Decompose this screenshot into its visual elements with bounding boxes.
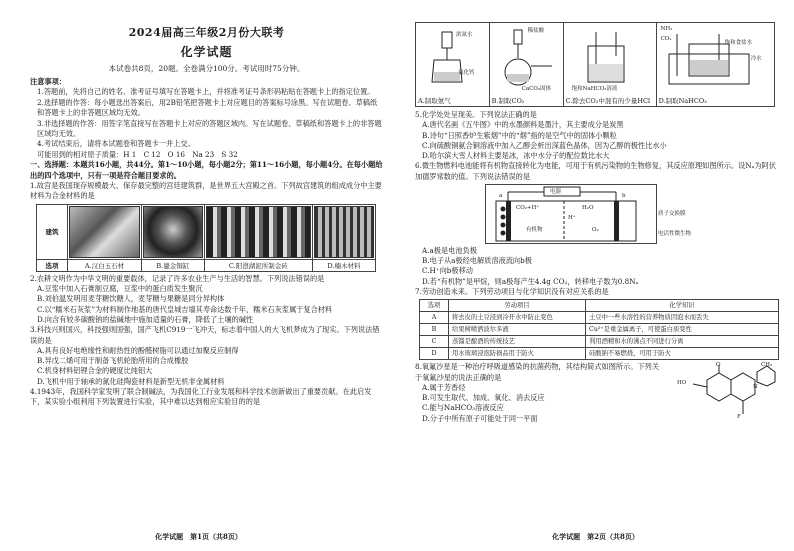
exam-title: 2024届高三年级2月份大联考 (128, 26, 285, 39)
table-row (420, 324, 779, 336)
q6-option-a: A.a极是电池负极 (422, 246, 477, 256)
label-ho: HO (677, 380, 687, 387)
q2-option-b: B.刘伯温发明用麦芽糖饮糖人，麦芽糖与果糖是同分异构体 (37, 294, 225, 304)
q8-option-b: B.可发生取代、加成、氧化、消去反应 (422, 393, 545, 403)
question-2: 2.农耕文明作为中华文明的重要载体，记录了许多农业生产与生活的智慧。下列说法错误的是 (30, 273, 325, 283)
apparatus-option-a: A.制取氨气 (418, 97, 451, 105)
label-f: F (737, 414, 741, 421)
ofloxacin-structure (677, 362, 777, 424)
label-electrode-b: b (622, 193, 626, 200)
table-row (420, 348, 779, 360)
q2-option-d: D.向含有较多碳酸钠的盐碱地中施加适量的石膏，降低了土壤的碱性 (37, 314, 254, 324)
question-5: 5.化学处处呈现美。下列说法正确的是 (415, 110, 537, 119)
q7-cell: 土豆中一些水溶性的营养物质因泡水而丢失 (586, 312, 779, 324)
question-3: 3.科技兴则国兴，科技强则国强，国产飞机C919一飞冲天，标志着中国人的大飞机梦成为了现实。下列说法错误的是 (30, 325, 380, 345)
q3-option-a: A.具有良好电绝缘性和耐热性的酚醛树脂可以通过加聚反应制得 (37, 345, 239, 355)
q7-header-option: 选项 (420, 300, 449, 312)
q7-cell: 用水玻璃浸泡防损品用于防火 (449, 348, 586, 360)
atomic-masses: 可能用到的相对原子质量：H 1 C 12 O 16 Na 23 S 32 (37, 149, 238, 159)
apparatus-c (566, 24, 654, 96)
ofloxacin-drawing (677, 362, 777, 424)
notice-2: 2.选择题的作答：每小题选出答案后，用2B铅笔把答题卡上对应题目的答案标号涂黑。写在试题卷、草稿纸和答题卡上的非答题区域均无效。 (37, 97, 378, 118)
photo-marble (69, 206, 140, 258)
apparatus-a (418, 24, 487, 96)
label-nahco3-solution: 饱和NaHCO₃溶液 (571, 86, 618, 92)
section-1-heading: 一、选择题：本题共16小题，共44分。第1～10小题，每小题2分；第11～16小题，每小题4分。在每小题给出的四个选项中，只有一项是符合题目要求的。 (30, 160, 383, 180)
apparatus-b (492, 24, 561, 96)
table-row (420, 336, 779, 348)
row-label-building: 建筑 (37, 204, 68, 259)
q8-option-a: A.属于芳香烃 (422, 383, 466, 393)
q6-option-b: B.电子从a极经电解质溶液流向b极 (422, 256, 532, 266)
q7-header-project: 劳动项目 (449, 300, 586, 312)
row-label-option: 选项 (37, 259, 68, 271)
notice-4: 4.考试结束后，请将本试题卷和答题卡一并上交。 (37, 139, 195, 149)
notice-title: 注意事项： (30, 77, 66, 86)
q6-option-d: D.若“有机物”是甲烷，则a极每产生4.4g CO₂，转移电子数为0.8Nₐ (422, 276, 639, 286)
right-footer: 化学试题 第2页（共8页） (552, 532, 639, 541)
q8-option-c: C.能与NaHCO₃溶液反应 (422, 403, 504, 413)
q7-cell: 给果树喷洒波尔多液 (449, 324, 586, 336)
q7-cell: Cu²⁺是重金属离子，可使蛋白质变性 (586, 324, 779, 336)
q8-option-d: D.分子中所有原子可能处于同一平面 (422, 413, 538, 423)
q2-option-c: C.以“糯米石灰浆”为材料制作地基的唐代皇城吉墙其寿命达数千年，糯米石灰浆属于复合材料 (37, 304, 333, 314)
question-4: 4.1943年，我国科学家发明了联合制碱法，为我国化工行业发展和科学技术创新做出了重要贡献。在此启发下，某实验小组利用下列装置进行实验，其中难以达到相应实验目的的是 (30, 386, 372, 407)
q1-option-b: B.鎏金铜缸 (141, 259, 204, 271)
label-appliance: 电器 (550, 189, 562, 196)
q2-option-a: A.豆浆中加入石膏制豆腐，豆浆中的蛋白质发生聚沉 (37, 284, 203, 294)
label-ch3: CH₃ (761, 362, 773, 369)
q7-cell: 利用酒精和水的沸点不同进行分离 (586, 336, 779, 348)
apparatus-c-drawing (566, 26, 654, 88)
apparatus-a-drawing (418, 26, 488, 86)
notice-3: 3.非选择题的作答：用签字笔直接写在答题卡上对应的答题区域内。写在试题卷、草稿纸和答题卡上的非答题区域均无效。 (37, 118, 382, 139)
label-h-plus: H⁺ (568, 215, 576, 222)
label-co2: CO₂ (660, 36, 672, 42)
label-organic: 有机物 (526, 227, 543, 234)
label-brine: 饱和食盐水 (724, 40, 753, 46)
q3-option-b: B.异戊二烯可用于制备飞机轮胎所用的合成橡胶 (37, 356, 189, 366)
fuel-cell-drawing (486, 185, 656, 243)
label-electrode-a: a (499, 193, 503, 200)
page-right (397, 0, 794, 551)
subject-title: 化学试题 (180, 45, 233, 59)
question-7: 7.劳动创造未来。下列劳动项目与化学知识没有对应关系的是 (415, 286, 609, 296)
q5-option-d: D.哈尔滨大雪人材料主要是冰，冰中水分子的配位数比水大 (422, 151, 610, 161)
photo-bronze-vat (143, 206, 203, 258)
apparatus-option-b: B.制取CO₂ (491, 97, 525, 105)
q7-cell: A (420, 312, 449, 324)
label-co2-h: CO₂+H⁺ (516, 205, 540, 212)
apparatus-b-drawing (492, 26, 562, 88)
q3-option-d: D.飞机中用于轴承的氮化硅陶瓷材料是新型无机非金属材料 (37, 376, 225, 386)
question-8: 8.氧氟沙星是一种治疗呼吸道感染的抗菌药物，其结构简式如图所示。下列关于氧氟沙星的说法正确的是 (415, 362, 660, 382)
apparatus-option-d: D.制取NaHCO₃ (658, 97, 707, 105)
label-dilute-hcl: 稀盐酸 (527, 28, 545, 34)
q7-cell: 硅酸钠不易燃烧，可用于防火 (586, 348, 779, 360)
label-caco3: CaCO₃固体 (521, 86, 552, 92)
photo-gold-brick (206, 206, 311, 258)
q1-option-c: C.阳澄湖泥所制金砖 (204, 259, 312, 271)
label-cao: 氧化钙 (458, 70, 475, 76)
exam-info: 本试卷共8页，20题。全卷满分100分。考试用时75分钟。 (108, 64, 305, 73)
question-6: 6.微生物燃料电池能将有机物直接转化为电能，可用于有机污染物的生物修复，其反应原理如图所示。设Nₐ为阿伏加德罗常数的值。下列说法错误的是 (415, 161, 776, 181)
question-7-table (419, 299, 779, 360)
table-row (420, 312, 779, 324)
photo-nanmu-wood (314, 206, 374, 258)
q7-cell: 将去皮的土豆浸到冷开水中防止变色 (449, 312, 586, 324)
question-1: 1.故宫是我国现存规模最大、保存最完整的宫廷建筑群，是世界五大宫殿之首。下列故宫建筑的组成成分中主要材料为合金材料的是 (30, 181, 382, 201)
q5-option-b: B.诗句“日照香炉生紫烟”中的“烟”指的是空气中的固体小颗粒 (422, 130, 617, 140)
q7-cell: D (420, 348, 449, 360)
q7-header-knowledge: 化学知识 (586, 300, 779, 312)
q1-option-d: D.楠木材料 (312, 259, 375, 271)
q7-cell: C (420, 336, 449, 348)
label-n: N (753, 384, 758, 391)
question-1-table (36, 204, 376, 272)
label-nh3: NH₃ (660, 26, 673, 32)
fuel-cell-diagram (485, 184, 692, 244)
label-cold-water: 冷水 (750, 56, 762, 62)
label-microbe: 电活性微生物 (658, 231, 692, 238)
notice-1: 1.答题前，先将自己的姓名、准考证号填写在答题卡上，并将准考证号条形码粘贴在答题卡上的指定位置。 (37, 87, 375, 97)
label-water: H₂O (582, 205, 594, 212)
q5-option-a: A.唐代名画《五牛图》中的水墨颜料是墨汁，其主要成分是炭黑 (422, 120, 624, 130)
q7-cell: 蒸馏是酿酒的传统技艺 (449, 336, 586, 348)
label-oxygen: O₂ (592, 227, 599, 234)
apparatus-option-c: C.除去CO₂中混有的少量HCl (565, 97, 651, 105)
apparatus-d (659, 24, 772, 96)
q1-option-a: A.汉白玉石材 (68, 259, 142, 271)
apparatus-table (415, 22, 775, 107)
q5-option-c: C.向硫酸铜氨合铜溶液中加入乙醇会析出深蓝色晶体，因为乙醇的极性比水小 (422, 140, 667, 150)
q3-option-c: C.机身材料铝锂合金的硬度比纯铝大 (37, 366, 153, 376)
q6-option-c: C.H⁺向b极移动 (422, 266, 473, 276)
label-pem: 质子交换膜 (658, 211, 686, 218)
label-o: O (716, 362, 721, 369)
left-footer: 化学试题 第1页（共8页） (155, 532, 242, 541)
q7-cell: B (420, 324, 449, 336)
label-conc-ammonia: 浓氨水 (456, 32, 473, 38)
